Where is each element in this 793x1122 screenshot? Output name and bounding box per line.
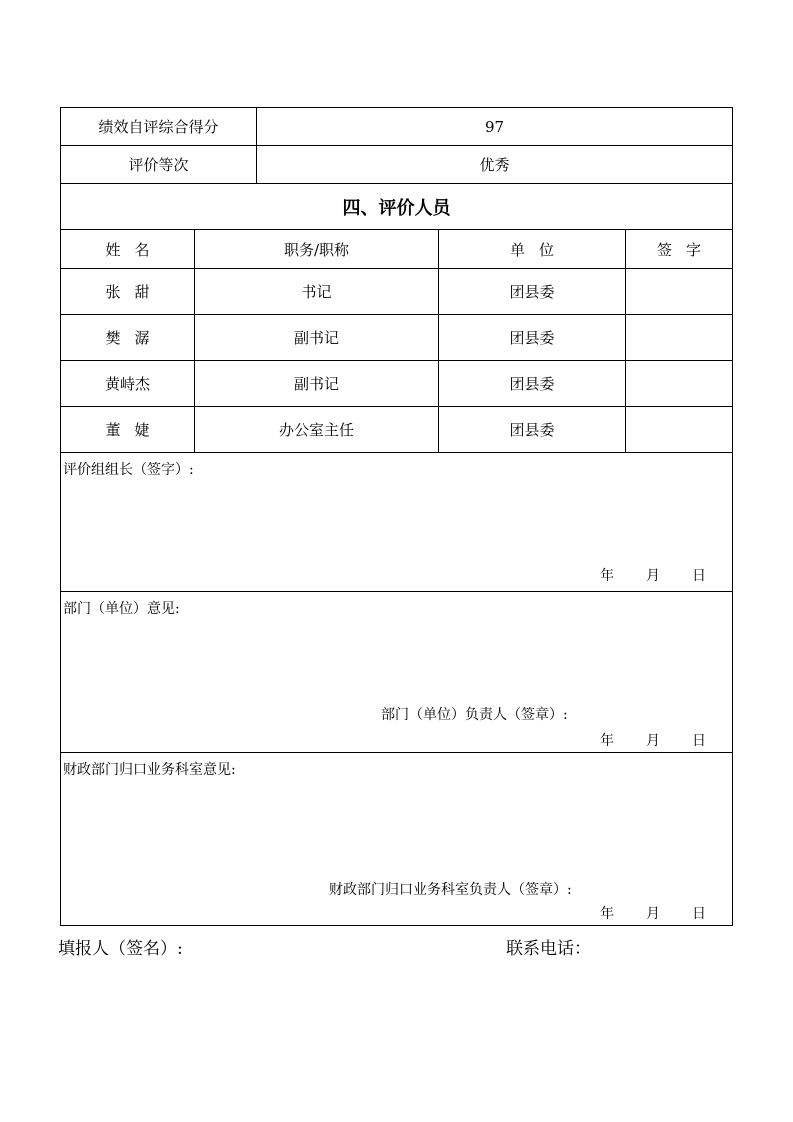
evaluator-title: 副书记 <box>194 361 438 406</box>
section-title-row <box>61 184 732 230</box>
header-title: 职务/职称 <box>194 230 438 268</box>
date-line <box>600 565 706 585</box>
evaluator-unit: 团县委 <box>438 315 625 360</box>
date-month: 月 <box>646 906 660 922</box>
grade-value: 优秀 <box>256 146 732 183</box>
date-day: 日 <box>692 733 706 749</box>
dept-signer: 部门（单位）负责人（签章）: <box>381 707 568 723</box>
leader-label: 评价组组长（签字）: <box>63 462 194 478</box>
table-row <box>61 361 732 407</box>
header-signature: 签字 <box>625 230 732 268</box>
finance-block <box>61 753 732 925</box>
table-row <box>61 315 732 361</box>
evaluator-name: 黄峙杰 <box>104 375 150 393</box>
grade-label: 评价等次 <box>128 156 189 174</box>
grade-row <box>61 146 732 184</box>
finance-signer: 财政部门归口业务科室负责人（签章）: <box>329 882 572 898</box>
date-day: 日 <box>692 906 706 922</box>
header-unit: 单位 <box>438 230 625 268</box>
phone-label: 联系电话： <box>506 939 591 959</box>
evaluator-title: 副书记 <box>194 315 438 360</box>
evaluator-name: 董婕 <box>105 421 164 439</box>
score-row <box>61 108 732 146</box>
dept-label: 部门（单位）意见: <box>63 601 180 617</box>
leader-signature-block <box>61 453 732 592</box>
finance-opinion-block <box>61 753 732 925</box>
evaluators-header-row <box>61 230 732 269</box>
dept-block <box>61 592 732 752</box>
date-month: 月 <box>646 733 660 749</box>
evaluator-title: 书记 <box>194 269 438 314</box>
date-line <box>600 903 706 923</box>
leader-block <box>61 453 732 591</box>
evaluator-signature <box>625 269 732 314</box>
date-day: 日 <box>692 568 706 584</box>
evaluator-name: 樊潺 <box>105 329 164 347</box>
evaluator-unit: 团县委 <box>438 407 625 452</box>
reporter-label: 填报人（签名）: <box>58 939 183 959</box>
evaluator-unit: 团县委 <box>438 361 625 406</box>
evaluator-name: 张甜 <box>105 283 164 301</box>
table-row <box>61 407 732 453</box>
table-row <box>61 269 732 315</box>
evaluator-unit: 团县委 <box>438 269 625 314</box>
finance-label: 财政部门归口业务科室意见: <box>63 762 236 778</box>
score-value: 97 <box>256 108 732 145</box>
evaluator-signature <box>625 407 732 452</box>
header-name: 姓名 <box>105 240 164 259</box>
dept-opinion-block <box>61 592 732 753</box>
evaluator-signature <box>625 361 732 406</box>
evaluation-form <box>60 107 733 926</box>
date-year: 年 <box>600 906 614 922</box>
date-line <box>600 730 706 750</box>
date-month: 月 <box>646 568 660 584</box>
date-year: 年 <box>600 568 614 584</box>
section-title: 四、评价人员 <box>342 197 451 219</box>
evaluator-title: 办公室主任 <box>194 407 438 452</box>
score-label: 绩效自评综合得分 <box>98 118 219 136</box>
date-year: 年 <box>600 733 614 749</box>
evaluator-signature <box>625 315 732 360</box>
